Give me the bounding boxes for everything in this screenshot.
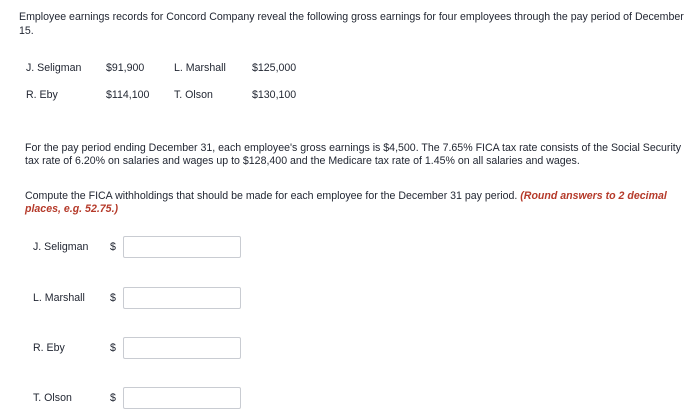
employee-earnings: $114,100 — [106, 89, 150, 101]
employee-name: T. Olson — [174, 89, 213, 101]
fica-input-olson[interactable] — [123, 387, 241, 409]
employee-earnings: $91,900 — [106, 62, 145, 74]
answer-row-marshall — [0, 287, 300, 311]
answer-label: R. Eby — [33, 342, 65, 354]
answer-label: J. Seligman — [33, 241, 89, 253]
fica-input-eby[interactable] — [123, 337, 241, 359]
answer-label: T. Olson — [33, 392, 72, 404]
question-prompt — [25, 190, 690, 216]
fica-input-marshall[interactable] — [123, 287, 241, 309]
answer-row-olson — [0, 387, 300, 411]
rounding-note: (Round answers to 2 decimal places, e.g. 52.75.) — [25, 190, 667, 215]
currency-symbol: $ — [110, 292, 116, 304]
employee-name: L. Marshall — [174, 62, 226, 74]
fica-input-seligman[interactable] — [123, 236, 241, 258]
employee-earnings: $130,100 — [252, 89, 297, 101]
employee-earnings: $125,000 — [252, 62, 297, 74]
answer-label: L. Marshall — [33, 292, 85, 304]
employee-name: J. Seligman — [26, 62, 82, 74]
currency-symbol: $ — [110, 342, 116, 354]
employee-name: R. Eby — [26, 89, 58, 101]
answer-row-seligman — [0, 236, 300, 260]
currency-symbol: $ — [110, 241, 116, 253]
answer-row-eby — [0, 337, 300, 361]
fica-description: For the pay period ending December 31, each employee's gross earnings is $4,500. The 7.65% FICA tax rate consists of the Social Security tax rate of 6.20% on salaries and wages up to $128,400 and the Medicare tax rate of 1.45% on all salaries and wages. — [25, 142, 682, 167]
intro-text: Employee earnings records for Concord Company reveal the following gross earnings for four employees through the pay period of December 15. — [19, 11, 684, 37]
currency-symbol: $ — [110, 392, 116, 404]
question-text: Compute the FICA withholdings that should be made for each employee for the December 31 pay period. — [25, 190, 518, 202]
